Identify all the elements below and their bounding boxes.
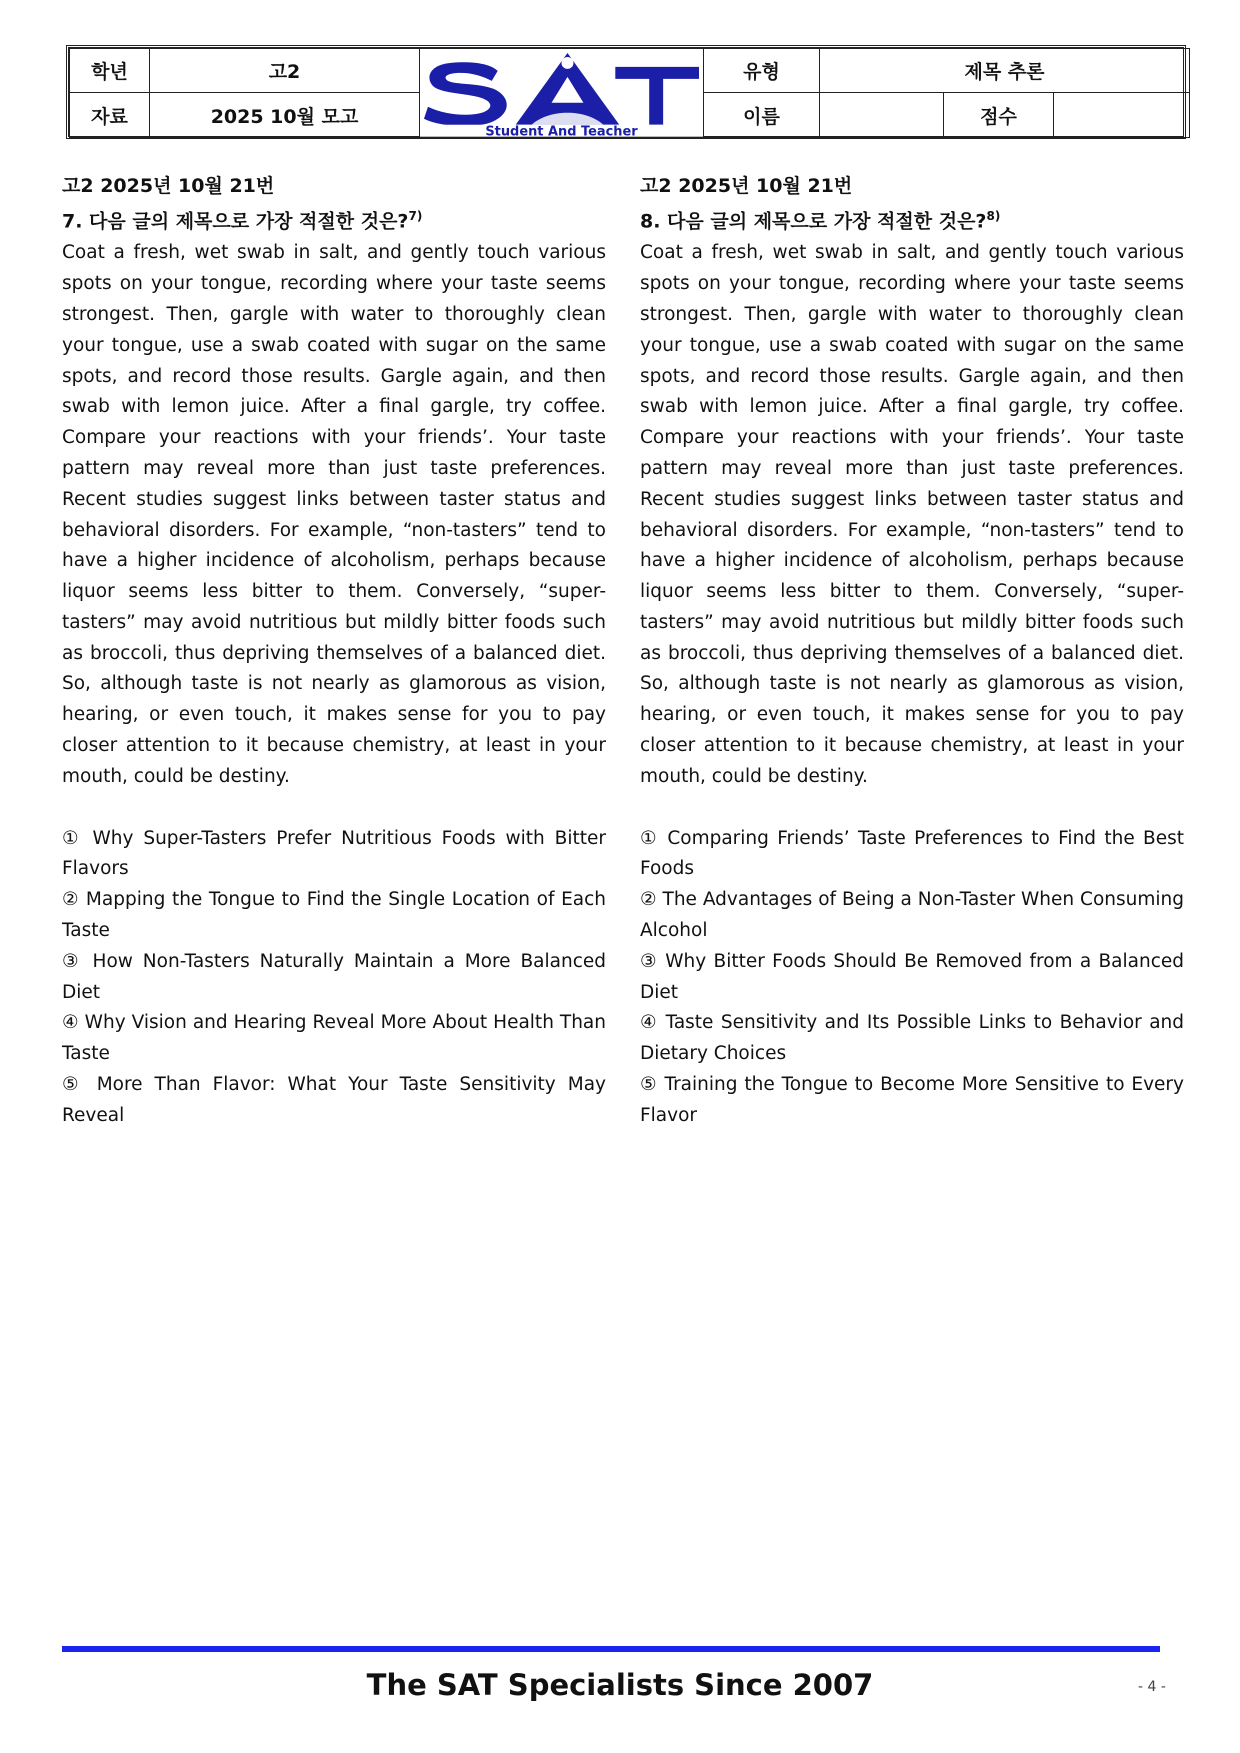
- option-3[interactable]: ③ Why Bitter Foods Should Be Removed from a Balanced Diet: [640, 950, 1184, 1003]
- header-table: [66, 45, 1186, 139]
- footnote-mark: 7): [408, 209, 423, 223]
- grade-value: 고2: [150, 49, 420, 93]
- page-number: - 4 -: [1138, 1679, 1166, 1695]
- passage: Coat a fresh, wet swab in salt, and gently touch various spots on your tongue, recording where your taste seems strongest. Then, gargle with water to thoroughly clean your tongue, use a swab coated with sugar on the same spots, and record those results. Gargle again, and then swab with lemon juice. After a final gargle, try coffee. Compare your reactions with your friends’. Your taste pattern may reveal more than just taste preferences. Recent studies suggest links between taster status and behavioral disorders. For example, “non-tasters” tend to have a higher incidence of alcoholism, perhaps because liquor seems less bitter to them. Conversely, “super-tasters” may avoid nutritious but mildly bitter foods such as broccoli, thus depriving themselves of a balanced diet. So, although taste is not nearly as glamorous as vision, hearing, or even touch, it makes sense for you to pay closer attention to it because chemistry, at least in your mouth, could be destiny.: [62, 242, 606, 787]
- option-2[interactable]: ② The Advantages of Being a Non-Taster When Consuming Alcohol: [640, 889, 1184, 942]
- option-2[interactable]: ② Mapping the Tongue to Find the Single Location of Each Taste: [62, 889, 606, 942]
- question-source: 고2 2025년 10월 21번: [62, 175, 275, 197]
- option-1[interactable]: ① Why Super-Tasters Prefer Nutritious Foods with Bitter Flavors: [62, 827, 606, 880]
- score-label: 점수: [944, 93, 1054, 137]
- option-4[interactable]: ④ Taste Sensitivity and Its Possible Links to Behavior and Dietary Choices: [640, 1012, 1184, 1065]
- option-5[interactable]: ⑤ Training the Tongue to Become More Sensitive to Every Flavor: [640, 1074, 1184, 1126]
- question-8: [640, 171, 1184, 1132]
- logo-subtitle: Student And Teacher: [485, 124, 638, 137]
- question-title: [640, 201, 1184, 236]
- answer-options: [62, 824, 606, 1132]
- answer-options: [640, 824, 1184, 1132]
- type-label: 유형: [704, 49, 820, 93]
- question-title-text: 8. 다음 글의 제목으로 가장 적절한 것은?: [640, 210, 987, 233]
- option-4[interactable]: ④ Why Vision and Hearing Reveal More About Health Than Taste: [62, 1012, 606, 1065]
- option-5[interactable]: ⑤ More Than Flavor: What Your Taste Sensitivity May Reveal: [62, 1074, 606, 1126]
- question-title: [62, 201, 606, 236]
- name-field[interactable]: [820, 93, 944, 137]
- score-field[interactable]: [1054, 93, 1190, 137]
- question-7: [62, 171, 606, 1132]
- material-label: 자료: [70, 93, 150, 137]
- option-1[interactable]: ① Comparing Friends’ Taste Preferences to Find the Best Foods: [640, 827, 1184, 880]
- passage: Coat a fresh, wet swab in salt, and gently touch various spots on your tongue, recording where your taste seems strongest. Then, gargle with water to thoroughly clean your tongue, use a swab coated with sugar on the same spots, and record those results. Gargle again, and then swab with lemon juice. After a final gargle, try coffee. Compare your reactions with your friends’. Your taste pattern may reveal more than just taste preferences. Recent studies suggest links between taster status and behavioral disorders. For example, “non-tasters” tend to have a higher incidence of alcoholism, perhaps because liquor seems less bitter to them. Conversely, “super-tasters” may avoid nutritious but mildly bitter foods such as broccoli, thus depriving themselves of a balanced diet. So, although taste is not nearly as glamorous as vision, hearing, or even touch, it makes sense for you to pay closer attention to it because chemistry, at least in your mouth, could be destiny.: [640, 242, 1184, 787]
- name-label: 이름: [704, 93, 820, 137]
- footer-rule: [62, 1646, 1160, 1652]
- footer-slogan: The SAT Specialists Since 2007: [366, 1668, 874, 1702]
- grade-label: 학년: [70, 49, 150, 93]
- question-title-text: 7. 다음 글의 제목으로 가장 적절한 것은?: [62, 210, 409, 233]
- sat-logo-icon: [420, 49, 703, 137]
- footnote-mark: 8): [986, 209, 1001, 223]
- question-source: 고2 2025년 10월 21번: [640, 175, 853, 197]
- material-value: 2025 10월 모고: [150, 93, 420, 137]
- type-value: 제목 추론: [820, 49, 1190, 93]
- option-3[interactable]: ③ How Non-Tasters Naturally Maintain a More Balanced Diet: [62, 950, 606, 1003]
- sat-logo: [420, 49, 704, 138]
